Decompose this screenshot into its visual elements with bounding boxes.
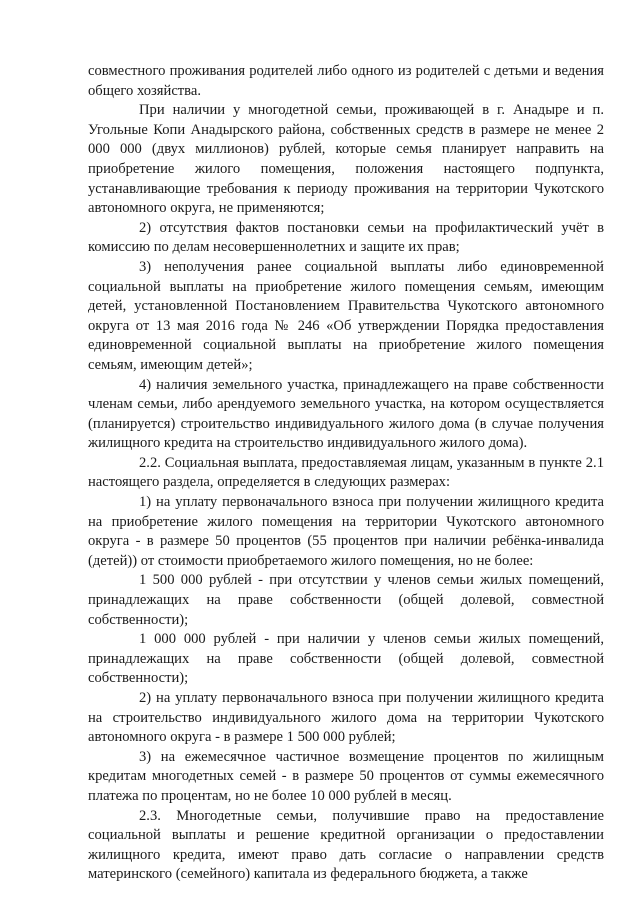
paragraph-cohabitation-continuation: совместного проживания родителей либо одного из родителей с детьми и ведения общего хозяйства. xyxy=(88,63,604,99)
paragraph-condition-3: 3) неполучения ранее социальной выплаты либо единовременной социальной выплаты на приобретение жилого помещения семьям, имеющим детей, установленной Постановлением Правительства Чукотского автономного округа от 13 мая 2016 года № 246 «Об утверждении Порядка предоставления единовременной социальной выплаты на приобретение жилого помещения семьям, имеющим детей»; xyxy=(88,258,604,373)
paragraph-amount-with-housing: 1 000 000 рублей - при наличии у членов семьи жилых помещений, принадлежащих на праве собственности (общей долевой, совместной собственности); xyxy=(88,631,604,687)
paragraph-payment-3: 3) на ежемесячное частичное возмещение процентов по жилищным кредитам многодетных семей - в размере 50 процентов от суммы ежемесячного платежа по процентам, но не более 10 000 рублей в месяц. xyxy=(88,748,604,804)
paragraph-own-funds-exception: При наличии у многодетной семьи, проживающей в г. Анадыре и п. Угольные Копи Анадырского района, собственных средств в размере не менее 2 000 000 (двух миллионов) рублей, которые семья планирует направить на приобретение жилого помещения, положения настоящего подпункта, устанавливающие требования к периоду проживания на территории Чукотского автономного округа, не применяются; xyxy=(88,102,604,217)
paragraph-amount-no-housing: 1 500 000 рублей - при отсутствии у членов семьи жилых помещений, принадлежащих на праве собственности (общей долевой, совместной собственности); xyxy=(88,572,604,628)
paragraph-condition-4: 4) наличия земельного участка, принадлежащего на праве собственности членам семьи, либо арендуемого земельного участка, на котором осуществляется (планируется) строительство индивидуального жилого дома (в случае получения жилищного кредита на строительство индивидуального жилого дома). xyxy=(88,376,604,452)
paragraph-payment-1: 1) на уплату первоначального взноса при получении жилищного кредита на приобретение жилого помещения на территории Чукотского автономного округа - в размере 50 процентов (55 процентов при наличии ребёнка-инвалида (детей)) от стоимости приобретаемого жилого помещения, но не более: xyxy=(88,494,604,569)
paragraph-section-2-2: 2.2. Социальная выплата, предоставляемая лицам, указанным в пункте 2.1 настоящего раздела, определяется в следующих размерах: xyxy=(88,454,604,491)
paragraph-condition-2: 2) отсутствия фактов постановки семьи на профилактический учёт в комиссию по делам несовершеннолетних и защите их прав; xyxy=(88,219,604,256)
paragraph-payment-2: 2) на уплату первоначального взноса при получении жилищного кредита на строительство индивидуального жилого дома на территории Чукотского автономного округа - в размере 1 500 000 рублей; xyxy=(88,690,604,746)
document-body xyxy=(88,62,604,885)
paragraph-section-2-3: 2.3. Многодетные семьи, получившие право на предоставление социальной выплаты и решение кредитной организации о предоставлении жилищного кредита, имеют право дать согласие о направлении средств материнского (семейного) капитала из федерального бюджета, а также xyxy=(88,807,604,883)
